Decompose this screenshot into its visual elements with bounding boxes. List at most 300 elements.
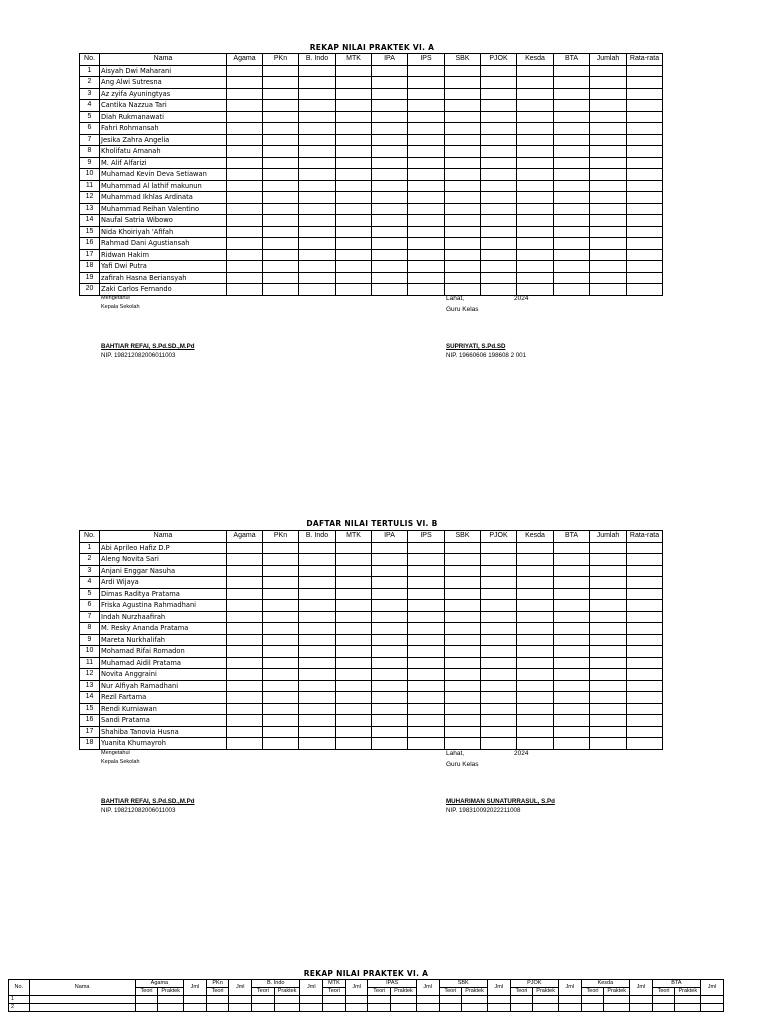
score-cell[interactable] [590,669,627,681]
score-cell[interactable] [481,611,517,623]
score-cell[interactable] [445,646,481,658]
score-cell[interactable] [627,192,663,204]
score-cell[interactable] [481,88,517,100]
score-cell[interactable] [299,215,336,227]
score-cell[interactable] [323,1004,346,1012]
score-cell[interactable] [227,646,263,658]
score-cell[interactable] [263,692,299,704]
score-cell[interactable] [675,1004,701,1012]
score-cell[interactable] [627,249,663,261]
score-cell[interactable] [627,680,663,692]
score-cell[interactable] [299,577,336,589]
score-cell[interactable] [481,657,517,669]
score-cell[interactable] [299,272,336,284]
score-cell[interactable] [462,996,488,1004]
score-cell[interactable] [481,692,517,704]
score-cell[interactable] [408,169,445,181]
score-cell[interactable] [227,272,263,284]
score-cell[interactable] [408,180,445,192]
score-cell[interactable] [445,600,481,612]
score-cell[interactable] [581,1004,604,1012]
score-cell[interactable] [590,192,627,204]
score-cell[interactable] [517,192,554,204]
score-cell[interactable] [554,180,590,192]
score-cell[interactable] [517,157,554,169]
score-cell[interactable] [517,646,554,658]
score-cell[interactable] [372,203,408,215]
score-cell[interactable] [263,623,299,635]
score-cell[interactable] [336,680,372,692]
score-cell[interactable] [627,134,663,146]
score-cell[interactable] [227,123,263,135]
score-cell[interactable] [263,111,299,123]
score-cell[interactable] [533,996,559,1004]
score-cell[interactable] [227,192,263,204]
score-cell[interactable] [517,611,554,623]
score-cell[interactable] [481,215,517,227]
score-cell[interactable] [517,180,554,192]
score-cell[interactable] [206,1004,229,1012]
score-cell[interactable] [630,996,653,1004]
score-cell[interactable] [517,600,554,612]
score-cell[interactable] [554,157,590,169]
score-cell[interactable] [554,669,590,681]
score-cell[interactable] [590,261,627,273]
score-cell[interactable] [481,238,517,250]
score-cell[interactable] [517,215,554,227]
score-cell[interactable] [554,192,590,204]
score-cell[interactable] [590,284,627,296]
score-cell[interactable] [517,726,554,738]
score-cell[interactable] [299,634,336,646]
score-cell[interactable] [336,65,372,77]
score-cell[interactable] [510,996,533,1004]
score-cell[interactable] [408,703,445,715]
score-cell[interactable] [445,88,481,100]
score-cell[interactable] [372,577,408,589]
score-cell[interactable] [590,157,627,169]
score-cell[interactable] [368,1004,391,1012]
score-cell[interactable] [229,1004,252,1012]
score-cell[interactable] [336,215,372,227]
score-cell[interactable] [227,715,263,727]
score-cell[interactable] [263,726,299,738]
score-cell[interactable] [372,192,408,204]
score-cell[interactable] [372,600,408,612]
score-cell[interactable] [372,111,408,123]
score-cell[interactable] [590,611,627,623]
score-cell[interactable] [408,261,445,273]
score-cell[interactable] [408,680,445,692]
score-cell[interactable] [263,738,299,750]
score-cell[interactable] [336,180,372,192]
score-cell[interactable] [263,634,299,646]
score-cell[interactable] [408,611,445,623]
score-cell[interactable] [408,88,445,100]
score-cell[interactable] [408,738,445,750]
score-cell[interactable] [590,542,627,554]
score-cell[interactable] [408,657,445,669]
score-cell[interactable] [263,646,299,658]
score-cell[interactable] [481,623,517,635]
score-cell[interactable] [590,600,627,612]
score-cell[interactable] [554,634,590,646]
score-cell[interactable] [604,996,630,1004]
score-cell[interactable] [263,611,299,623]
score-cell[interactable] [554,611,590,623]
score-cell[interactable] [416,1004,439,1012]
score-cell[interactable] [554,565,590,577]
score-cell[interactable] [263,238,299,250]
score-cell[interactable] [299,226,336,238]
score-cell[interactable] [391,1004,417,1012]
score-cell[interactable] [517,634,554,646]
score-cell[interactable] [336,623,372,635]
score-cell[interactable] [581,996,604,1004]
score-cell[interactable] [554,272,590,284]
score-cell[interactable] [336,100,372,112]
score-cell[interactable] [517,169,554,181]
score-cell[interactable] [590,146,627,158]
score-cell[interactable] [158,996,184,1004]
score-cell[interactable] [372,565,408,577]
score-cell[interactable] [336,738,372,750]
score-cell[interactable] [408,111,445,123]
score-cell[interactable] [554,215,590,227]
score-cell[interactable] [299,554,336,566]
score-cell[interactable] [627,726,663,738]
score-cell[interactable] [299,134,336,146]
score-cell[interactable] [263,77,299,89]
score-cell[interactable] [299,669,336,681]
score-cell[interactable] [227,111,263,123]
score-cell[interactable] [227,100,263,112]
score-cell[interactable] [408,692,445,704]
score-cell[interactable] [263,261,299,273]
score-cell[interactable] [481,715,517,727]
score-cell[interactable] [481,726,517,738]
score-cell[interactable] [627,88,663,100]
score-cell[interactable] [627,203,663,215]
score-cell[interactable] [590,134,627,146]
score-cell[interactable] [445,192,481,204]
score-cell[interactable] [299,726,336,738]
score-cell[interactable] [481,588,517,600]
score-cell[interactable] [263,157,299,169]
score-cell[interactable] [408,157,445,169]
score-cell[interactable] [227,146,263,158]
score-cell[interactable] [372,157,408,169]
score-cell[interactable] [627,565,663,577]
score-cell[interactable] [517,226,554,238]
score-cell[interactable] [408,600,445,612]
score-cell[interactable] [408,669,445,681]
score-cell[interactable] [263,203,299,215]
score-cell[interactable] [372,180,408,192]
score-cell[interactable] [445,238,481,250]
score-cell[interactable] [481,577,517,589]
score-cell[interactable] [554,77,590,89]
score-cell[interactable] [517,134,554,146]
score-cell[interactable] [533,1004,559,1012]
score-cell[interactable] [372,623,408,635]
score-cell[interactable] [336,203,372,215]
score-cell[interactable] [445,261,481,273]
score-cell[interactable] [227,600,263,612]
score-cell[interactable] [627,692,663,704]
score-cell[interactable] [372,680,408,692]
score-cell[interactable] [336,657,372,669]
score-cell[interactable] [590,88,627,100]
score-cell[interactable] [263,192,299,204]
score-cell[interactable] [445,169,481,181]
score-cell[interactable] [554,703,590,715]
score-cell[interactable] [372,65,408,77]
score-cell[interactable] [336,134,372,146]
score-cell[interactable] [372,657,408,669]
score-cell[interactable] [299,703,336,715]
score-cell[interactable] [408,542,445,554]
score-cell[interactable] [481,565,517,577]
score-cell[interactable] [227,738,263,750]
score-cell[interactable] [336,249,372,261]
score-cell[interactable] [372,77,408,89]
score-cell[interactable] [299,238,336,250]
score-cell[interactable] [408,726,445,738]
score-cell[interactable] [227,238,263,250]
score-cell[interactable] [487,1004,510,1012]
score-cell[interactable] [445,203,481,215]
score-cell[interactable] [590,634,627,646]
score-cell[interactable] [627,238,663,250]
score-cell[interactable] [336,577,372,589]
score-cell[interactable] [408,646,445,658]
score-cell[interactable] [227,565,263,577]
score-cell[interactable] [336,146,372,158]
score-cell[interactable] [372,611,408,623]
score-cell[interactable] [227,623,263,635]
score-cell[interactable] [590,226,627,238]
score-cell[interactable] [227,77,263,89]
score-cell[interactable] [299,111,336,123]
score-cell[interactable] [481,192,517,204]
score-cell[interactable] [517,554,554,566]
score-cell[interactable] [517,123,554,135]
score-cell[interactable] [408,284,445,296]
score-cell[interactable] [299,180,336,192]
score-cell[interactable] [517,623,554,635]
score-cell[interactable] [445,123,481,135]
score-cell[interactable] [627,715,663,727]
score-cell[interactable] [590,565,627,577]
score-cell[interactable] [517,542,554,554]
score-cell[interactable] [554,226,590,238]
score-cell[interactable] [263,215,299,227]
score-cell[interactable] [336,703,372,715]
score-cell[interactable] [590,100,627,112]
score-cell[interactable] [372,703,408,715]
score-cell[interactable] [627,215,663,227]
score-cell[interactable] [408,203,445,215]
score-cell[interactable] [372,669,408,681]
score-cell[interactable] [590,646,627,658]
score-cell[interactable] [299,284,336,296]
score-cell[interactable] [445,680,481,692]
score-cell[interactable] [481,123,517,135]
score-cell[interactable] [408,215,445,227]
score-cell[interactable] [299,588,336,600]
score-cell[interactable] [627,577,663,589]
score-cell[interactable] [517,203,554,215]
score-cell[interactable] [263,577,299,589]
score-cell[interactable] [408,65,445,77]
score-cell[interactable] [336,715,372,727]
score-cell[interactable] [627,157,663,169]
score-cell[interactable] [336,646,372,658]
score-cell[interactable] [481,169,517,181]
score-cell[interactable] [590,623,627,635]
score-cell[interactable] [627,123,663,135]
score-cell[interactable] [445,249,481,261]
score-cell[interactable] [652,1004,675,1012]
score-cell[interactable] [299,680,336,692]
score-cell[interactable] [372,215,408,227]
score-cell[interactable] [627,738,663,750]
score-cell[interactable] [336,284,372,296]
score-cell[interactable] [590,726,627,738]
score-cell[interactable] [675,996,701,1004]
score-cell[interactable] [481,272,517,284]
score-cell[interactable] [372,134,408,146]
score-cell[interactable] [445,542,481,554]
score-cell[interactable] [408,577,445,589]
score-cell[interactable] [263,146,299,158]
score-cell[interactable] [299,169,336,181]
score-cell[interactable] [445,703,481,715]
score-cell[interactable] [627,703,663,715]
score-cell[interactable] [263,134,299,146]
score-cell[interactable] [554,646,590,658]
score-cell[interactable] [408,634,445,646]
score-cell[interactable] [517,146,554,158]
score-cell[interactable] [263,272,299,284]
score-cell[interactable] [263,715,299,727]
score-cell[interactable] [559,1004,582,1012]
score-cell[interactable] [372,738,408,750]
score-cell[interactable] [445,77,481,89]
score-cell[interactable] [227,157,263,169]
score-cell[interactable] [227,215,263,227]
score-cell[interactable] [517,657,554,669]
score-cell[interactable] [336,169,372,181]
score-cell[interactable] [445,611,481,623]
score-cell[interactable] [227,261,263,273]
score-cell[interactable] [336,692,372,704]
score-cell[interactable] [408,623,445,635]
score-cell[interactable] [336,565,372,577]
score-cell[interactable] [227,65,263,77]
score-cell[interactable] [590,272,627,284]
score-cell[interactable] [408,77,445,89]
score-cell[interactable] [445,657,481,669]
score-cell[interactable] [445,715,481,727]
score-cell[interactable] [299,565,336,577]
score-cell[interactable] [227,284,263,296]
score-cell[interactable] [481,680,517,692]
score-cell[interactable] [372,715,408,727]
score-cell[interactable] [263,65,299,77]
score-cell[interactable] [517,65,554,77]
score-cell[interactable] [227,542,263,554]
score-cell[interactable] [263,669,299,681]
score-cell[interactable] [227,588,263,600]
score-cell[interactable] [336,554,372,566]
score-cell[interactable] [627,169,663,181]
score-cell[interactable] [408,588,445,600]
score-cell[interactable] [416,996,439,1004]
score-cell[interactable] [299,146,336,158]
score-cell[interactable] [590,738,627,750]
score-cell[interactable] [517,272,554,284]
score-cell[interactable] [445,226,481,238]
score-cell[interactable] [135,996,158,1004]
score-cell[interactable] [627,669,663,681]
score-cell[interactable] [336,157,372,169]
score-cell[interactable] [336,111,372,123]
score-cell[interactable] [299,600,336,612]
score-cell[interactable] [372,646,408,658]
score-cell[interactable] [445,554,481,566]
score-cell[interactable] [372,169,408,181]
score-cell[interactable] [372,261,408,273]
score-cell[interactable] [554,726,590,738]
score-cell[interactable] [299,646,336,658]
score-cell[interactable] [627,272,663,284]
score-cell[interactable] [481,180,517,192]
score-cell[interactable] [299,192,336,204]
score-cell[interactable] [227,634,263,646]
score-cell[interactable] [299,77,336,89]
score-cell[interactable] [481,65,517,77]
score-cell[interactable] [252,996,275,1004]
score-cell[interactable] [408,146,445,158]
score-cell[interactable] [445,669,481,681]
score-cell[interactable] [627,146,663,158]
score-cell[interactable] [481,703,517,715]
score-cell[interactable] [336,726,372,738]
score-cell[interactable] [445,215,481,227]
score-cell[interactable] [445,588,481,600]
score-cell[interactable] [372,284,408,296]
score-cell[interactable] [517,680,554,692]
score-cell[interactable] [227,703,263,715]
score-cell[interactable] [517,692,554,704]
score-cell[interactable] [299,657,336,669]
score-cell[interactable] [227,657,263,669]
score-cell[interactable] [627,226,663,238]
score-cell[interactable] [445,146,481,158]
score-cell[interactable] [372,226,408,238]
score-cell[interactable] [590,180,627,192]
score-cell[interactable] [274,1004,300,1012]
score-cell[interactable] [300,1004,323,1012]
score-cell[interactable] [299,203,336,215]
score-cell[interactable] [554,284,590,296]
score-cell[interactable] [252,1004,275,1012]
score-cell[interactable] [554,65,590,77]
score-cell[interactable] [229,996,252,1004]
score-cell[interactable] [336,261,372,273]
